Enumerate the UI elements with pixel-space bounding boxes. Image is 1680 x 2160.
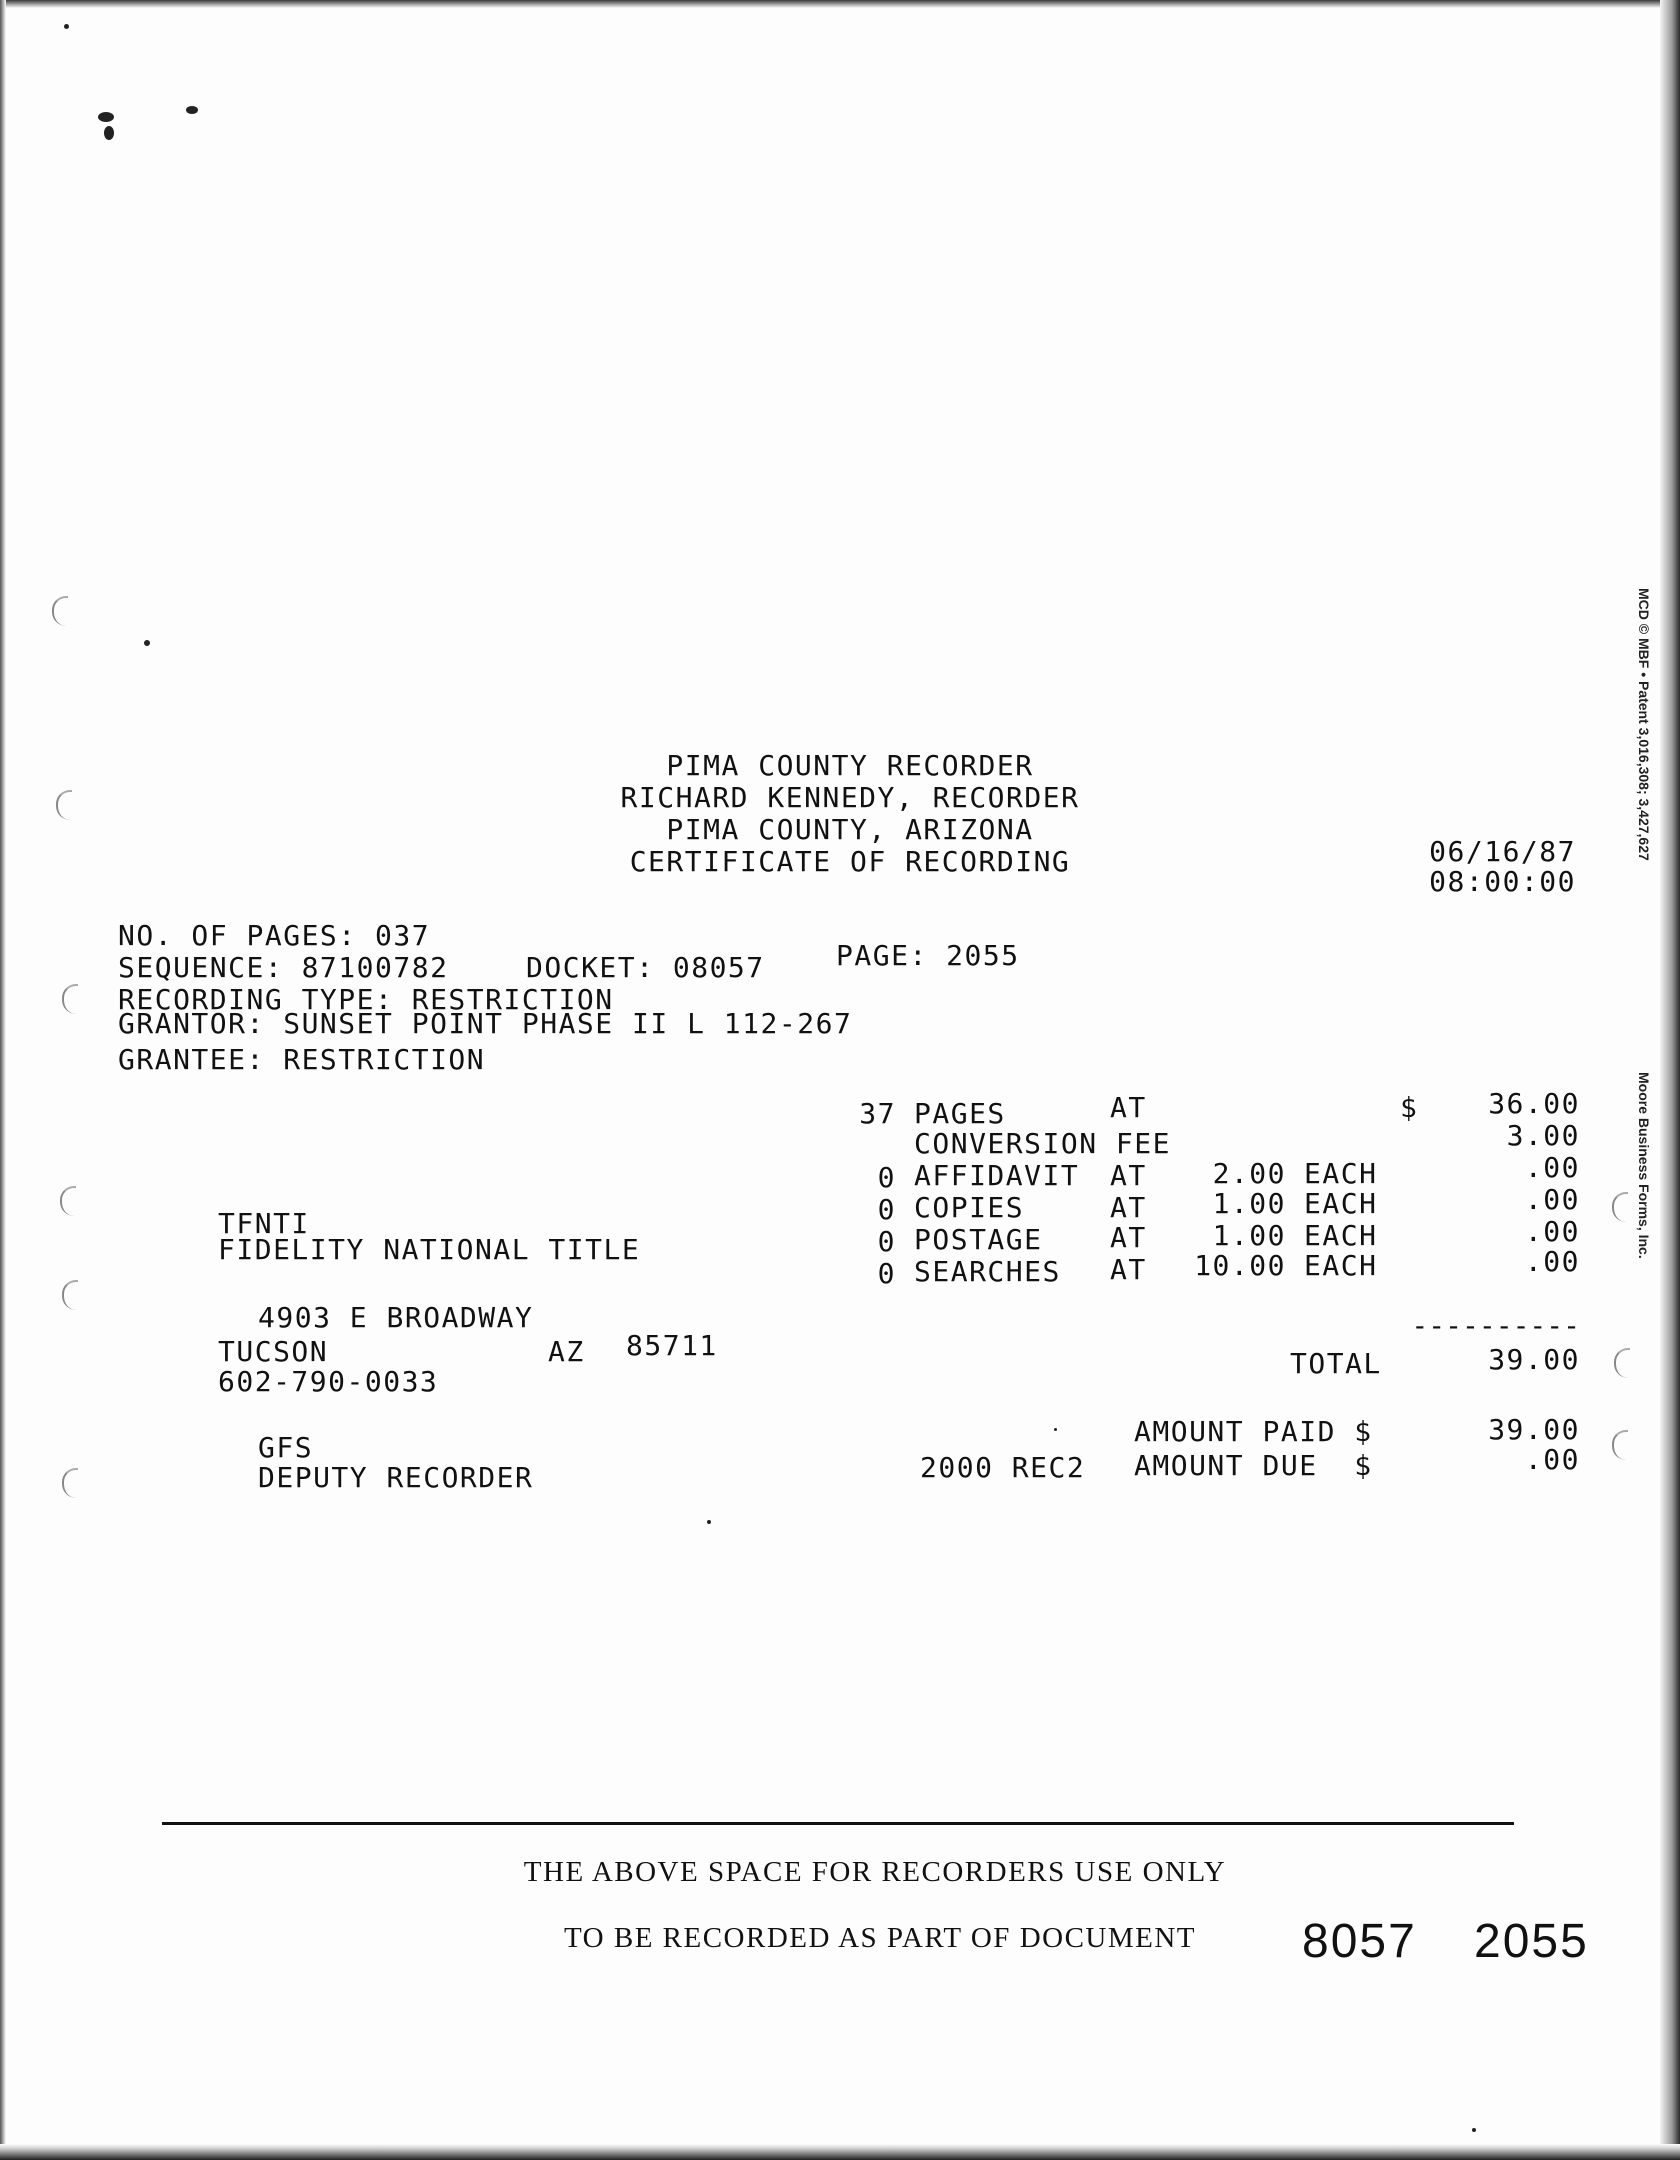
fee-each: EACH xyxy=(1304,1219,1378,1252)
fee-qty: 0 xyxy=(877,1161,896,1194)
total-label: TOTAL xyxy=(1290,1347,1382,1380)
addressee-phone: 602-790-0033 xyxy=(218,1365,439,1398)
scan-speck xyxy=(707,1520,711,1524)
recorder-space-rule xyxy=(162,1822,1514,1825)
fee-qty: 0 xyxy=(877,1225,896,1258)
fee-item: COPIES xyxy=(914,1191,1025,1224)
number-of-pages: NO. OF PAGES: 037 xyxy=(118,919,431,952)
printer-credit: Moore Business Forms, Inc. xyxy=(1636,1072,1652,1259)
punch-hole-mark xyxy=(62,1468,78,1498)
punch-hole-mark xyxy=(62,1280,78,1310)
header-recorder: RICHARD KENNEDY, RECORDER xyxy=(620,781,1080,814)
document-docket-number: 8057 xyxy=(1302,1915,1417,1968)
punch-hole-mark xyxy=(1614,1348,1630,1378)
addressee-zip: 85711 xyxy=(626,1329,718,1362)
scan-edge-left xyxy=(0,0,6,2160)
deputy-initials: GFS xyxy=(258,1431,314,1464)
fee-amount: 36.00 xyxy=(1488,1087,1580,1120)
record-instruction: TO BE RECORDED AS PART OF DOCUMENT xyxy=(563,1922,1197,1954)
fee-rate: 10.00 xyxy=(1194,1249,1286,1282)
fee-amount: .00 xyxy=(1524,1245,1580,1278)
fee-item: PAGES xyxy=(914,1097,1006,1130)
document-page-number: 2055 xyxy=(1474,1915,1589,1968)
sequence-number: SEQUENCE: 87100782 xyxy=(118,951,449,984)
header-certificate: CERTIFICATE OF RECORDING xyxy=(629,845,1071,878)
fee-each: EACH xyxy=(1304,1187,1378,1220)
fee-qty: 0 xyxy=(877,1193,896,1226)
amount-paid-label: AMOUNT PAID $ xyxy=(1134,1415,1373,1448)
fee-at: AT xyxy=(1110,1221,1147,1254)
addressee-state: AZ xyxy=(548,1335,585,1368)
recording-time: 08:00:00 xyxy=(1429,865,1576,898)
form-patent-mark: MCD © MBF • Patent 3,016,308; 3,427,627 xyxy=(1636,588,1652,861)
deputy-title: DEPUTY RECORDER xyxy=(258,1461,534,1494)
fee-qty: 37 xyxy=(859,1097,896,1130)
addressee-street: 4903 E BROADWAY xyxy=(258,1301,534,1334)
fee-amount: .00 xyxy=(1524,1151,1580,1184)
scan-speck xyxy=(186,106,198,114)
fee-each: EACH xyxy=(1304,1157,1378,1190)
fee-item: AFFIDAVIT xyxy=(914,1159,1080,1192)
amount-due-label: AMOUNT DUE $ xyxy=(1134,1449,1373,1482)
scan-edge-top xyxy=(0,0,1680,8)
fee-rate: 2.00 xyxy=(1212,1157,1286,1190)
scan-edge-bottom xyxy=(0,2144,1680,2160)
fee-item: POSTAGE xyxy=(914,1223,1043,1256)
fee-rate: 1.00 xyxy=(1212,1187,1286,1220)
fee-at: AT xyxy=(1110,1191,1147,1224)
addressee-company: FIDELITY NATIONAL TITLE xyxy=(218,1233,641,1266)
fee-each: EACH xyxy=(1304,1249,1378,1282)
total-amount: 39.00 xyxy=(1488,1343,1580,1376)
header-county: PIMA COUNTY, ARIZONA xyxy=(666,813,1034,846)
fee-currency: $ xyxy=(1400,1091,1419,1124)
fee-at: AT xyxy=(1110,1159,1147,1192)
grantee: GRANTEE: RESTRICTION xyxy=(118,1043,486,1076)
fee-item: SEARCHES xyxy=(914,1255,1061,1288)
register-code: 2000 REC2 xyxy=(920,1451,1086,1484)
punch-hole-mark xyxy=(52,596,68,626)
punch-hole-mark xyxy=(1612,1430,1628,1460)
fee-amount: .00 xyxy=(1524,1215,1580,1248)
fee-rate: 1.00 xyxy=(1212,1219,1286,1252)
punch-hole-mark xyxy=(1612,1192,1628,1222)
fee-at: AT xyxy=(1110,1253,1147,1286)
fee-amount: .00 xyxy=(1524,1183,1580,1216)
recording-date: 06/16/87 xyxy=(1429,835,1576,868)
punch-hole-mark xyxy=(62,984,78,1014)
addressee-city: TUCSON xyxy=(218,1335,329,1368)
header-office: PIMA COUNTY RECORDER xyxy=(666,749,1034,782)
punch-hole-mark xyxy=(56,790,72,820)
recording-type: RECORDING TYPE: RESTRICTION xyxy=(118,983,614,1016)
grantor: GRANTOR: SUNSET POINT PHASE II L 112-267 xyxy=(118,1007,853,1040)
recorder-space-note: THE ABOVE SPACE FOR RECORDERS USE ONLY xyxy=(523,1856,1227,1888)
fee-qty: 0 xyxy=(877,1257,896,1290)
scan-speck xyxy=(1054,1428,1057,1431)
scan-speck xyxy=(1472,2128,1476,2132)
amount-due: .00 xyxy=(1524,1443,1580,1476)
amount-paid: 39.00 xyxy=(1488,1413,1580,1446)
scan-speck xyxy=(98,112,114,122)
punch-hole-mark xyxy=(60,1186,76,1216)
addressee-code: TFNTI xyxy=(218,1207,310,1240)
scan-edge-right xyxy=(1660,0,1680,2160)
docket-number: DOCKET: 08057 xyxy=(526,951,765,984)
scan-speck xyxy=(144,640,150,646)
fee-item: CONVERSION FEE xyxy=(914,1127,1172,1160)
page-number: PAGE: 2055 xyxy=(836,939,1020,972)
fee-at: AT xyxy=(1110,1091,1147,1124)
scan-speck xyxy=(104,126,114,140)
totals-divider: ---------- xyxy=(1411,1309,1580,1342)
scan-speck xyxy=(64,24,69,29)
fee-amount: 3.00 xyxy=(1506,1119,1580,1152)
